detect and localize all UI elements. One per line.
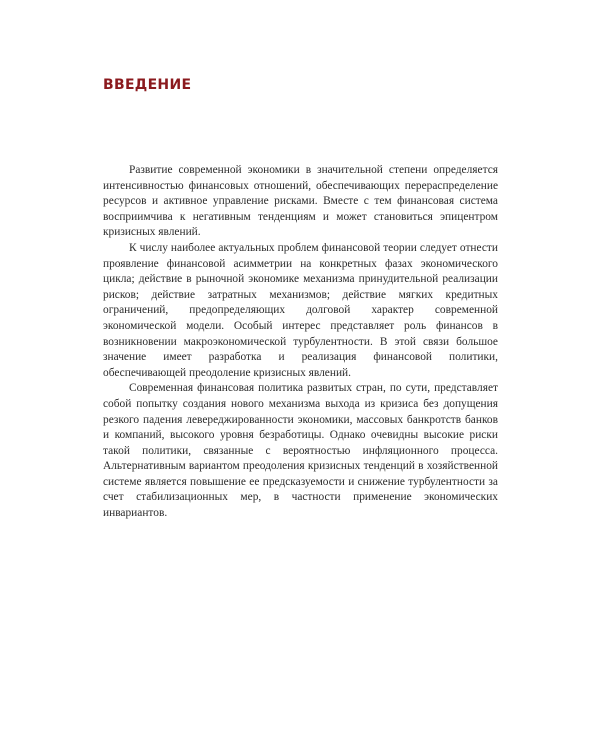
chapter-heading: ВВЕДЕНИЕ	[103, 77, 192, 93]
paragraph-1: Развитие современной экономики в значительной степени определяется интенсивностью финансовых отношений, обеспечивающих перераспределение ресурсов и активное управление рисками. Вместе с тем финансовая система восприимчива к негативным тенденциям и может становиться эпицентром кризисных явлений.	[103, 164, 498, 239]
body-text	[103, 163, 498, 522]
paragraph-3: Современная финансовая политика развитых стран, по сути, представляет собой попытку создания нового механизма выхода из кризиса без допущения резкого падения левереджированности экономики, массовых банкротств банков и компаний, высокого уровня безработицы. Однако очевидны высокие риски такой политики, связанные с вероятностью инфляционного процесса. Альтернативным вариантом преодоления кризисных тенденций в хозяйственной системе является повышение ее предсказуемости и снижение турбулентности за счет стабилизационных мер, в частности применение экономических инвариантов.	[103, 382, 498, 520]
paragraph-2: К числу наиболее актуальных проблем финансовой теории следует отнести проявление финансовой асимметрии на конкретных фазах экономического цикла; действие в рыночной экономике механизма принудительной реализации рисков; действие затратных механизмов; действие мягких кредитных ограничений, предопределяющих долговой характер современной экономической модели. Особый интерес представляет роль финансов в возникновении макроэкономической турбулентности. В этой связи большое значение имеет разработка и реализация финансовой политики, обеспечивающей преодоление кризисных явлений.	[103, 241, 498, 379]
